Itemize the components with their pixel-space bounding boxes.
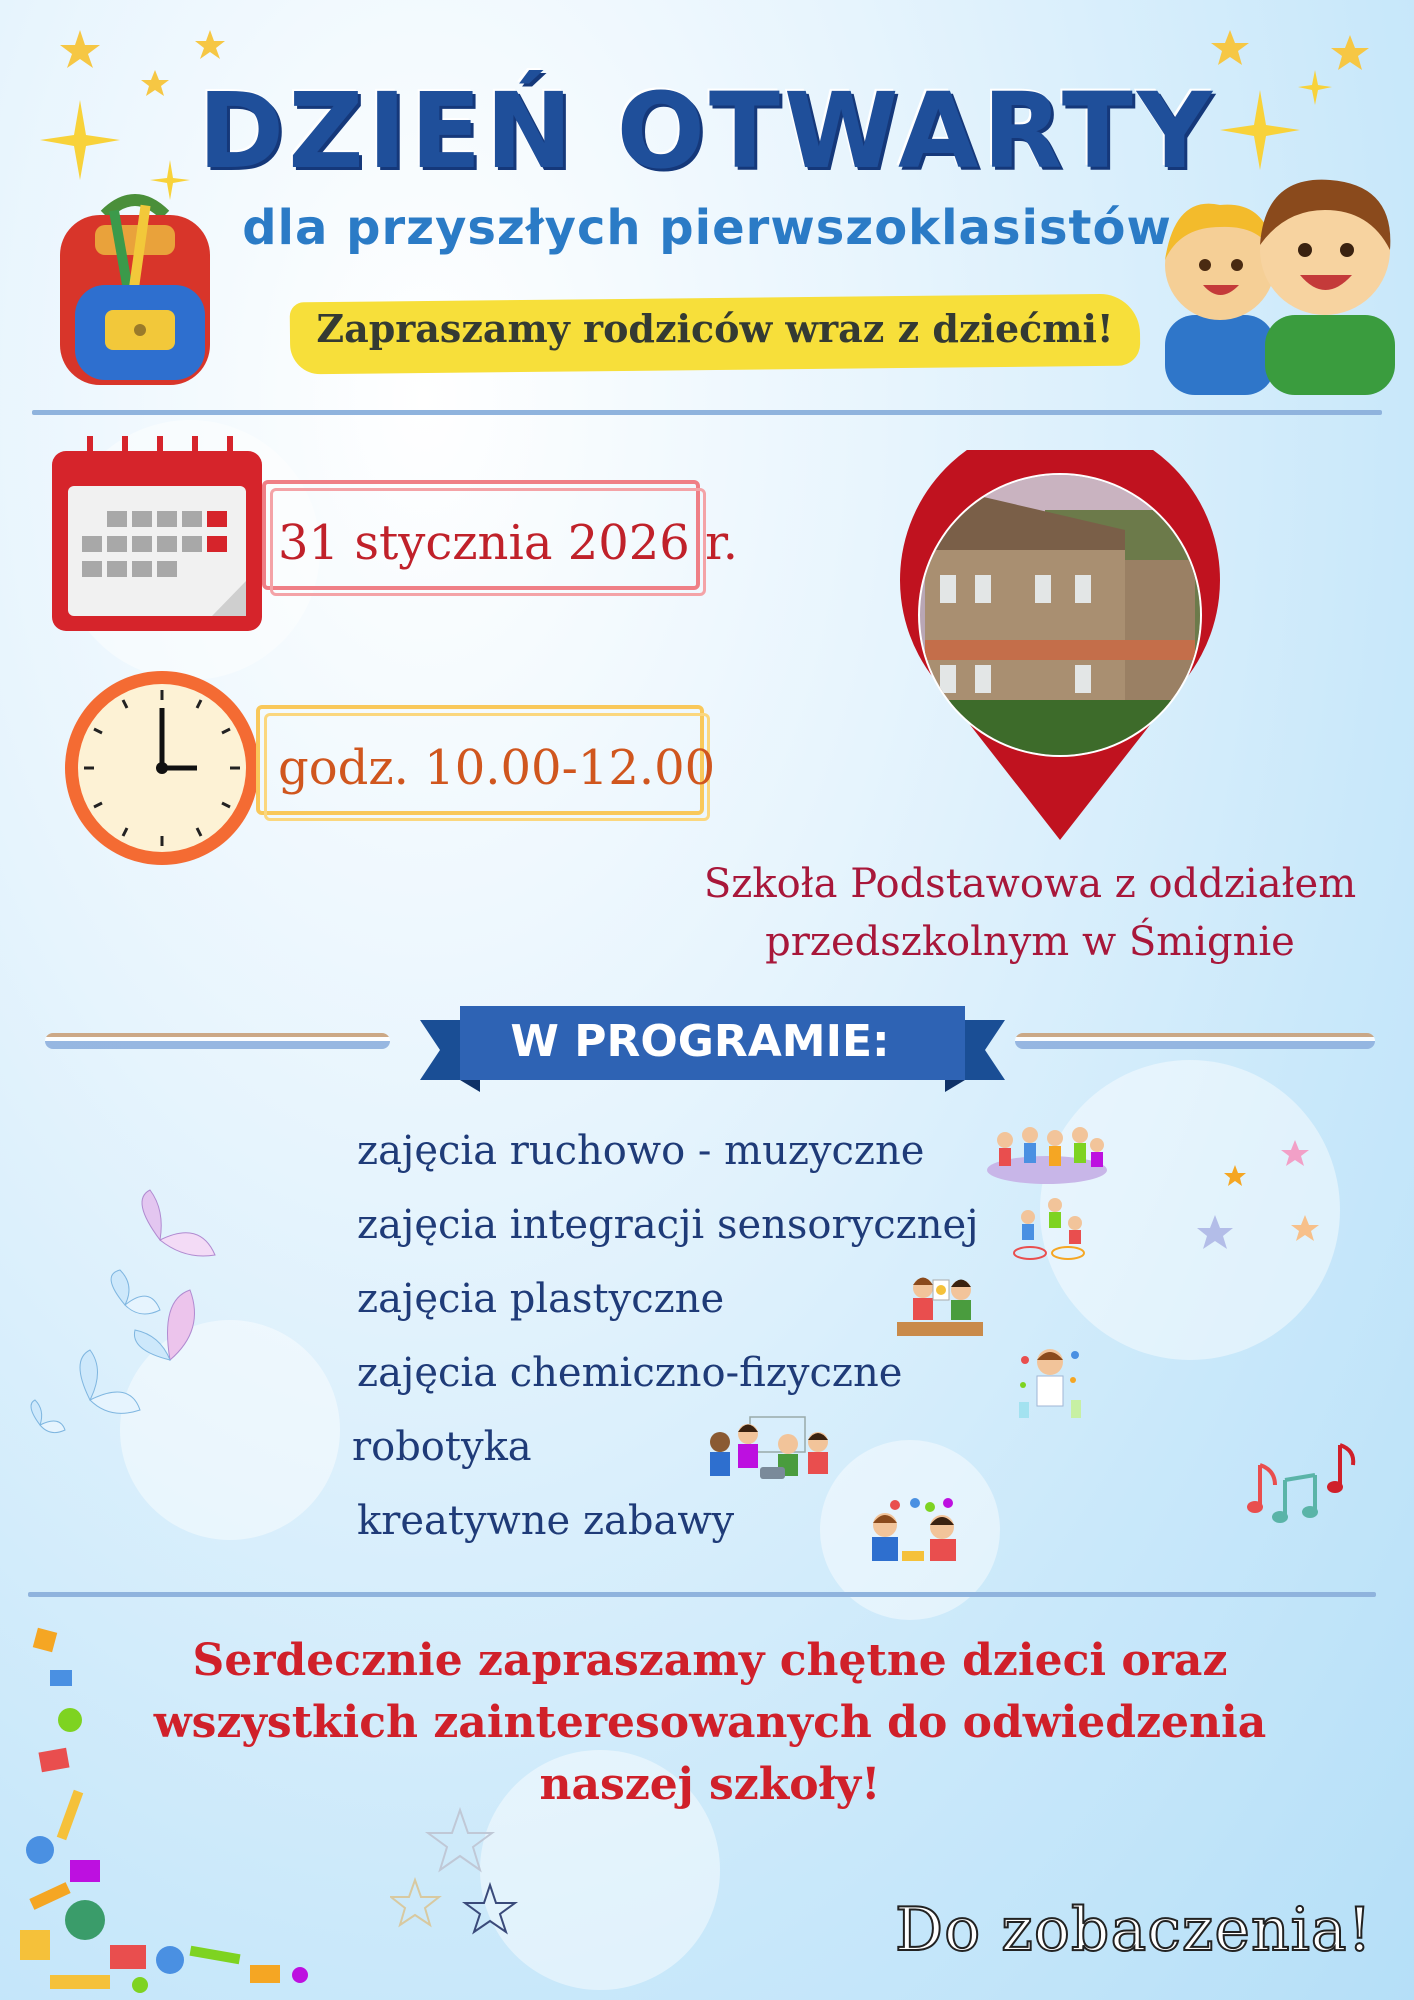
butterfly-icon	[111, 1270, 160, 1314]
decorative-line-left	[45, 1033, 390, 1049]
star-icon	[1331, 35, 1369, 70]
children-icon	[1155, 165, 1405, 395]
star-icon	[465, 1885, 515, 1932]
program-item: zajęcia integracji sensorycznej	[357, 1202, 979, 1248]
creative-play-icon	[860, 1495, 965, 1565]
sensory-kids-icon	[1010, 1195, 1090, 1265]
butterflies-icon	[20, 1180, 230, 1460]
outro-line: naszej szkoły!	[539, 1759, 881, 1810]
location-pin-icon	[895, 450, 1225, 845]
event-date: 31 stycznia 2026 r.	[278, 515, 739, 571]
program-item: robotyka	[352, 1424, 532, 1470]
butterfly-icon	[31, 1400, 65, 1433]
outline-stars-icon	[390, 1805, 550, 1945]
star-icon	[1224, 1165, 1246, 1186]
program-item: zajęcia plastyczne	[357, 1276, 725, 1322]
dancing-kids-icon	[985, 1120, 1110, 1185]
page-title: DZIEŃ OTWARTY	[197, 70, 1217, 192]
backpack-icon	[35, 185, 235, 390]
divider-top	[32, 410, 1382, 415]
star-icon	[391, 1880, 439, 1925]
program-heading: W PROGRAMIE:	[510, 1016, 890, 1067]
robotics-kids-icon	[700, 1412, 840, 1487]
goodbye-text: Do zobaczenia!	[895, 1895, 1373, 1965]
art-class-icon	[895, 1270, 985, 1340]
colorful-stars-icon	[1195, 1135, 1345, 1285]
page-subtitle: dla przyszłych pierwszoklasistów	[242, 200, 1172, 256]
star-icon	[195, 30, 225, 59]
event-time: godz. 10.00-12.00	[278, 740, 716, 796]
clock-icon	[62, 668, 262, 868]
star-icon	[60, 30, 100, 68]
outro-line: Serdecznie zapraszamy chętne dzieci oraz	[192, 1635, 1228, 1686]
program-item: zajęcia ruchowo - muzyczne	[357, 1128, 925, 1174]
decorative-line-right	[1015, 1033, 1375, 1049]
program-item: zajęcia chemiczno-fizyczne	[357, 1350, 903, 1396]
butterfly-icon	[142, 1190, 215, 1256]
school-name-line: przedszkolnym w Śmignie	[765, 919, 1295, 965]
science-kid-icon	[1015, 1340, 1085, 1420]
divider-bottom	[28, 1592, 1376, 1597]
star-icon	[1281, 1140, 1309, 1166]
invite-text: Zapraszamy rodziców wraz z dziećmi!	[316, 306, 1114, 351]
calendar-icon	[52, 436, 262, 632]
star-icon	[1291, 1215, 1319, 1241]
star-icon	[428, 1810, 492, 1870]
program-item: kreatywne zabawy	[357, 1498, 735, 1544]
butterfly-icon	[80, 1350, 140, 1413]
outro-line: wszystkich zainteresowanych do odwiedzenia	[153, 1697, 1267, 1748]
school-name	[650, 855, 1410, 971]
music-notes-icon	[1245, 1435, 1365, 1525]
school-supplies-decoration	[10, 1600, 370, 2000]
star-icon	[1197, 1215, 1233, 1249]
star-icon	[1211, 30, 1249, 65]
school-name-line: Szkoła Podstawowa z oddziałem	[703, 861, 1357, 907]
